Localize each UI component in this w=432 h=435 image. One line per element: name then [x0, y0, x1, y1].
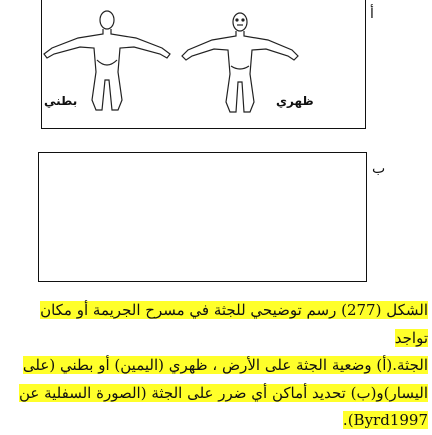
panel-a-letter: أ — [370, 6, 374, 22]
caption-line: الشكل (277) رسم توضيحي للجثة في مسرح الجريمة أو مكان تواجد — [40, 301, 428, 347]
caption-line: اليسار)و(ب) تحديد أماكن أي ضرر على الجثة (الصورة السفلية عن — [18, 383, 428, 402]
label-belly-ventral: بطني — [44, 94, 78, 108]
label-back-dorsal: ظهري — [276, 94, 314, 108]
figure-caption — [4, 297, 428, 435]
panel-b-letter: ب — [372, 161, 386, 177]
panel-b-injury-map — [38, 152, 367, 282]
caption-line: الجثة.(أ) وضعية الجثة على الأرض ، ظهري (اليمين) أو بطني (على — [22, 356, 428, 374]
caption-line: Byrd1997). — [342, 411, 428, 429]
